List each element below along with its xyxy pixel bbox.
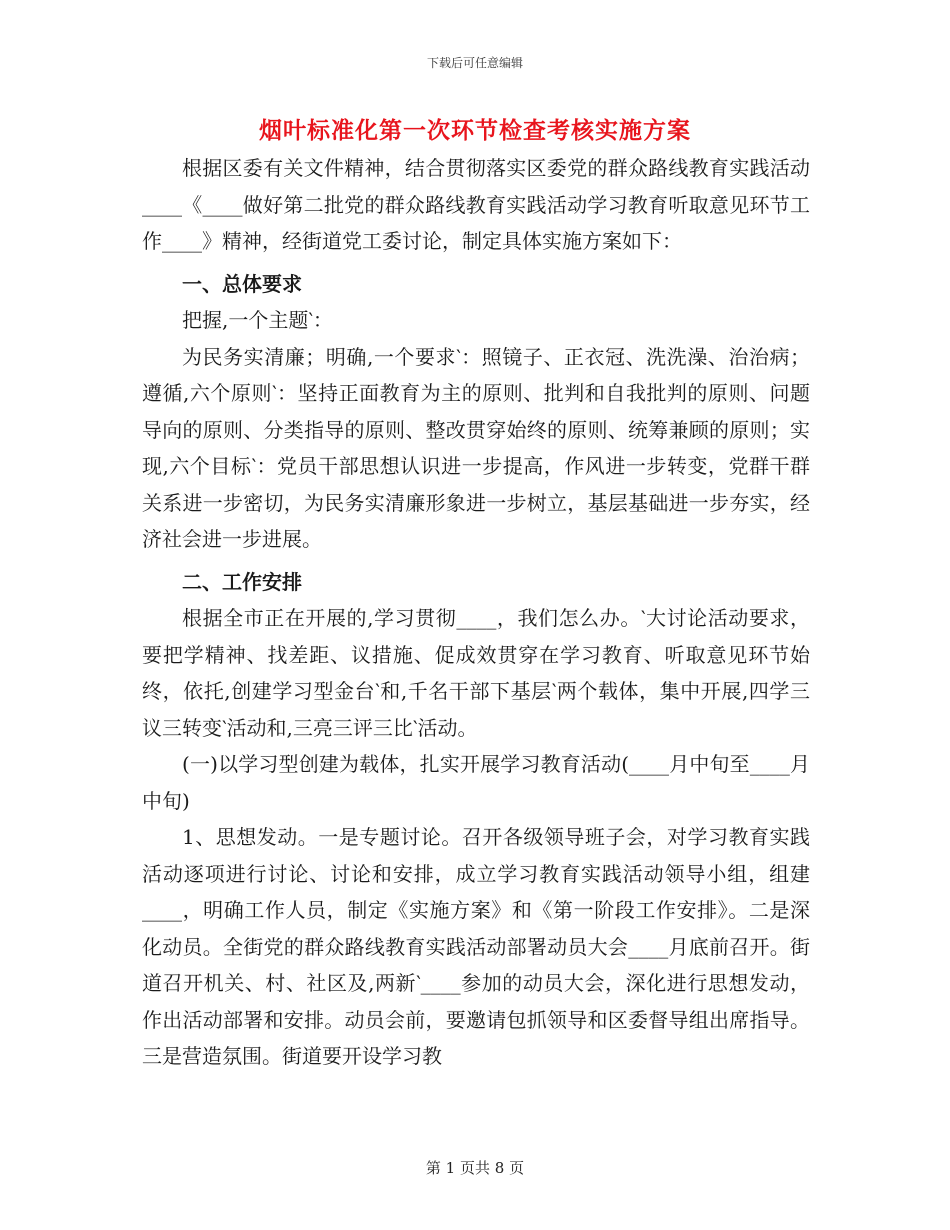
paragraph-mobilization: 1、思想发动。一是专题讨论。召开各级领导班子会，对学习教育实践活动逐项进行讨论、讨论和安排，成立学习教育实践活动领导小组，组建____，明确工作人员，制定《实施方案》和《第一阶段工作安排》。二是深化动员。全街党的群众路线教育实践活动部署动员大会____月底前召开。街道召开机关、村、社区及,两新‵____参加的动员大会，深化进行思想发动，作出活动部署和安排。动员会前，要邀请包抓领导和区委督导组出席指导。三是营造氛围。街道要开设学习教 bbox=[142, 825, 810, 1068]
paragraph-arrangement: 根据全市正在开展的,学习贯彻____，我们怎么办。‵大讨论活动要求，要把学精神、找差距、议措施、促成效贯穿在学习教育、听取意见环节始终，依托,创建学习型金台‵和,千名干部下基层‵两个载体，集中开展,四学三议三转变‵活动和,三亮三评三比‵活动。 bbox=[142, 606, 810, 740]
page-header-note: 下载后可任意编辑 bbox=[426, 56, 523, 70]
section-heading-general-requirements: 一、总体要求 bbox=[182, 271, 302, 296]
document-title: 烟叶标准化第一次环节检查考核实施方案 bbox=[259, 117, 691, 144]
page-number: 第 1 页共 8 页 bbox=[425, 1159, 525, 1177]
intro-paragraph: 根据区委有关文件精神，结合贯彻落实区委党的群众路线教育实践活动____《____做好第二批党的群众路线教育实践活动学习教育听取意见环节工作____》精神，经街道党工委讨论，制定具体实施方案如下： bbox=[142, 156, 810, 253]
document-body bbox=[142, 150, 810, 1075]
paragraph-principles: 为民务实清廉；明确,一个要求‵：照镜子、正衣冠、洗洗澡、治治病；遵循,六个原则‵：坚持正面教育为主的原则、批判和自我批判的原则、问题导向的原则、分类指导的原则、整改贯穿始终的原则、统筹兼顾的原则；实现,六个目标‵：党员干部思想认识进一步提高，作风进一步转变，党群干群关系进一步密切，为民务实清廉形象进一步树立，基层基础进一步夯实，经济社会进一步进展。 bbox=[142, 344, 810, 551]
paragraph-theme: 把握,一个主题‵： bbox=[182, 308, 333, 332]
paragraph-subsection-one: (一)以学习型创建为载体，扎实开展学习教育活动(____月中旬至____月中旬) bbox=[142, 752, 810, 813]
section-heading-work-arrangement: 二、工作安排 bbox=[182, 569, 302, 594]
